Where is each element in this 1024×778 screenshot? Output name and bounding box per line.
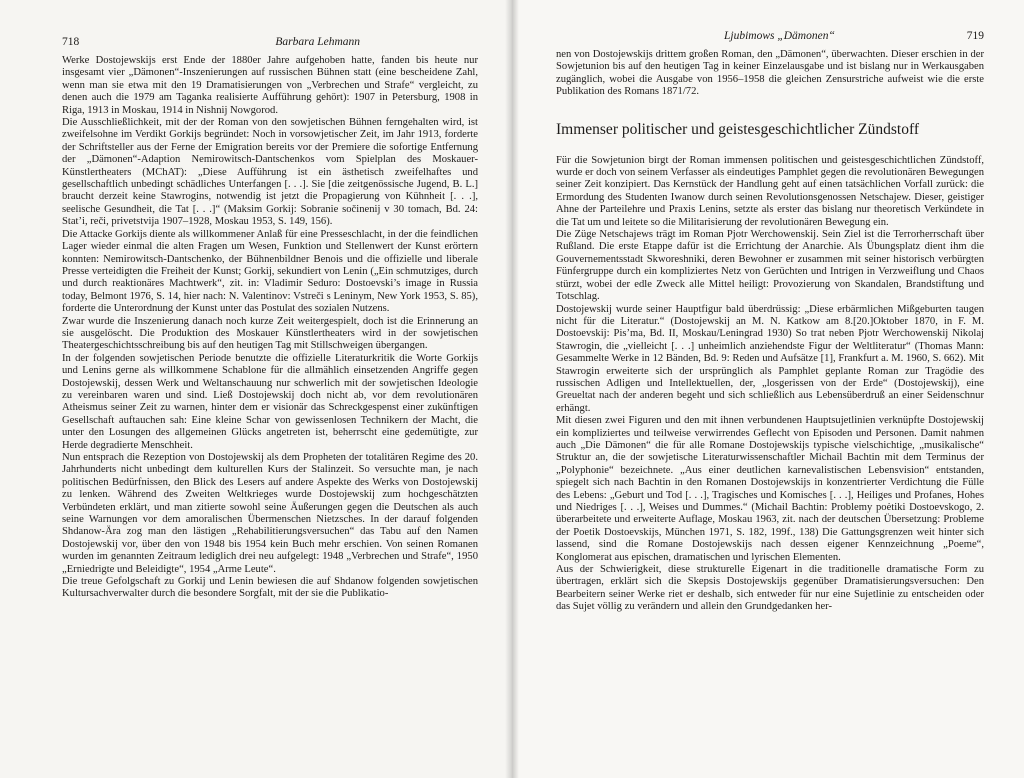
paragraph: Dostojewskij wurde seiner Hauptfigur bald überdrüssig: „Diese erbärmlichen Mißgeburten taugen nicht für die Literatur.“ (Dostojewskij an M. N. Katkow am 8.[20.]Oktober 1870, in F. M. Dostoevskij: Pis’ma, Bd. II, Moskau/Leningrad 1930) So trat neben Pjotr Werchowenskij Nikolaj Stawrogin, die „vielleicht [. . .] unheimlich anziehendste Figur der Weltliteratur“ (Thomas Mann: Gesammelte Werke in 12 Bänden, Bd. 9: Reden und Aufsätze [1], Frankfurt a. M. 1960, S. 662). Mit Stawrogin erweiterte sich der ursprünglich als Pamphlet geplante Roman zur Tragödie des russischen Adligen und Intellektuellen, der, „losgerissen von der Erde“ (Dostojewskij), eine Greueltat nach der anderen begeht und sich schließlich aus Lebensüberdruß an einer Seidenschnur erhängt. [556, 303, 984, 414]
paragraph: In der folgenden sowjetischen Periode benutzte die offizielle Literaturkritik die Worte Gorkijs und Lenins gerne als willkommene Schablone für die allmählich einsetzenden Angriffe gegen Dostojewskij, dessen Werk und Weltanschauung nur schwerlich mit der sowjetischen Ideologie zu vereinbaren waren und sind. Ließ Dostojewskij doch nicht ab, vor dem revolutionären Atheismus seiner Zeit zu warnen, hinter dem er visionär das Schreckgespenst einer zukünftigen Gesellschaft auftauchen sah: Eine kleine Schar von gewissenlosen Technikern der Macht, die unter den Losungen des allgemeinen Glücks angetreten ist, beherrscht eine gedemütigte, zur Herde degradierte Menschheit. [62, 352, 478, 451]
paragraph: Die Ausschließlichkeit, mit der der Roman von den sowjetischen Bühnen ferngehalten wird, ist zweifelsohne im Verdikt Gorkijs begründet: Noch in vorsowjetischer Zeit, im Jahr 1913, forderte der Schriftsteller aus der Ferne der Emigration bereits vor der Premiere die sofortige Entfernung der „Dämonen“-Adaption Nemirowitsch-Dantschenkos vom Spielplan des Moskauer-Künstlertheaters (MChAT): „Diese Aufführung ist ein ästhetisch zweifelhaftes und gesellschaftlich unbedingt schädliches Unterfangen [. . .]. Sie [die zeitgenössische Jugend, B. L.] braucht derzeit keine Stawrogins, notwendig ist jetzt die Propagierung von Kühnheit [. . .], seelische Gesundheit, die Tat [. . .]“ (Maksim Gorkij: Sobranie sočinenij v 30 tomach, Bd. 24: Stat’i, reči, privetstvija 1907–1928, Moskau 1953, S. 149, 156). [62, 117, 478, 228]
paragraph: Mit diesen zwei Figuren und den mit ihnen verbundenen Hauptsujetlinien verknüpfte Dostojewskij ein kompliziertes und teilweise verwirrendes Geflecht von Episoden und Personen. Damit nahmen auch „Die Dämonen“ die für alle Romane Dostojewskijs typische vielschichtige, „musikalische“ Struktur an, die der sowjetische Literaturwissenschaftler Michail Bachtin mit dem Terminus der „Polyphonie“ bezeichnete. „Aus einer deutlichen karnevalistischen Lebensvision“ entstanden, spiegelt sich nach Bachtin in den Romanen Dostojewskijs in konzentrierter Verdichtung die Fülle des Lebens: „Geburt und Tod [. . .], Tragisches und Komisches [. . .], Heiliges und Profanes, Hohes und Niedriges [. . .], Weises und Dummes.“ (Michail Bachtin: Problemy poėtiki Dostoevskogo, 2. überarbeitete und erweiterte Auflage, Moskau 1963, zit. nach der deutschen Übersetzung: Probleme der Poetik Dostoevskijs, München 1971, S. 182, 199f., 138) Die Gattungsgrenzen weit hinter sich lassend, sind die Romane Dostojewskijs nach dessen eigener Kennzeichnung „Poeme“, Konglomerat aus epischen, dramatischen und lyrischen Elementen. [556, 415, 984, 563]
section-heading: Immenser politischer und geistesgeschichtlicher Zündstoff [556, 120, 920, 138]
page-number-right: 719 [966, 30, 984, 42]
paragraph: Werke Dostojewskijs erst Ende der 1880er Jahre aufgehoben hatte, fanden bis heute nur insgesamt vier „Dämonen“-Inszenierungen auf russischen Bühnen statt (eine bescheidene Zahl, wenn man sie etwa mit den 19 Dramatisierungen von „Verbrechen und Strafe“ vergleicht, zu denen auch die 1979 am Taganka realisierte Aufführung gehört): 1907 in Petersburg, 1908 in Riga, 1913 in Moskau, 1914 in Nishnij Nowgorod. [62, 55, 478, 116]
paragraph: Zwar wurde die Inszenierung danach noch kurze Zeit weitergespielt, doch ist die Erinnerung an sie ausgelöscht. Die Produktion des Moskauer Künstlertheaters wird in der sowjetischen Theatergeschichtsschreibung bis auf den heutigen Tag mit Stillschweigen übergangen. [62, 315, 478, 352]
paragraph: Aus der Schwierigkeit, diese strukturelle Eigenart in die traditionelle dramatische Form zu übertragen, erklärt sich die Skepsis Dostojewskijs gegenüber Dramatisierungsversuchen: Den Bearbeitern seiner Werke riet er deshalb, sich entweder für nur eine Sujetlinie zu entscheiden oder das Sujet völlig zu verändern und allein den Grundgedanken her- [556, 564, 984, 613]
paragraph: Die Attacke Gorkijs diente als willkommener Anlaß für eine Presseschlacht, in der die feindlichen Lager wieder einmal die alten Fragen um Wesen, Funktion und Stellenwert der Kunst erörtern konnten: Nemirowitsch-Dantschenko, der Bühnenbildner Benois und die offizielle und liberale Presse verteidigten die Freiheit der Kunst; Gorkij, sekundiert von Lenin („Ein schmutziges, durch und durch reaktionäres Machtwerk“, zit. in: Vladimir Seduro: Dostoevski’s image in Russia today, Belmont 1976, S. 14, hier nach: N. Valentinov: Vstreči s Leninym, New York 1953, S. 85), forderte die Unterordnung der Kunst unter das Postulat des sozialen Nutzens. [62, 228, 478, 315]
paragraph: Nun entsprach die Rezeption von Dostojewskij als dem Propheten der totalitären Regime des 20. Jahrhunderts nicht unbedingt dem kulturellen Kurs der Stalinzeit. So versuchte man, je nach politischen Bedürfnissen, den Blick des Lesers auf andere Aspekte des Werks von Dostojewskij zu lenken. Während des Zweiten Weltkrieges wurde Dostojewskij zum hochgeschätzten Verbündeten erklärt, und man zitierte sowohl seine Äußerungen gegen die Deutschen als auch seine Warnungen vor dem amoralischen Übermenschen Nietzsches. In der darauf folgenden Shdanow-Ära zog man den lästigen „Rehabilitierungsversuchen“ das Tabu auf den Namen Dostojewskij vor, über den von 1948 bis 1954 kein Buch mehr erschien. Von seinen Romanen wurden im genannten Zeitraum lediglich drei neu aufgelegt: 1948 „Verbrechen und Strafe“, 1950 „Erniedrigte und Beleidigte“, 1954 „Arme Leute“. [62, 452, 478, 575]
paragraph: Die treue Gefolgschaft zu Gorkij und Lenin bewiesen die auf Shdanow folgenden sowjetischen Kultursachverwalter durch die besondere Sorgfalt, mit der sie die Publikatio- [62, 576, 478, 600]
right-page [512, 0, 1024, 778]
right-running-head [556, 30, 984, 44]
running-title-right: Ljubimows „Dämonen“ [724, 30, 835, 42]
paragraph: Für die Sowjetunion birgt der Roman immensen politischen und geistesgeschichtlichen Zündstoff, wurde er doch von seinem Verfasser als eindeutiges Pamphlet gegen die revolutionären Bewegungen seiner Zeit konzipiert. Das Kernstück der Handlung geht auf einen tatsächlichen Vorfall zurück: die Ermordung des Studenten Iwanow durch seinen Revolutionsgenossen Netschajew. Dieser, geistiger Ahne der Parteilehre und Praxis Lenins, setzte als erster das bislang nur theoretisch Verkündete in die Tat um und leitete so die Militarisierung der revolutionären Bewegung ein. [556, 154, 984, 228]
paragraph: Die Züge Netschajews trägt im Roman Pjotr Werchowenskij. Sein Ziel ist die Terrorherrschaft über Rußland. Die erste Etappe dafür ist die Errichtung der Anarchie. Als Übungsplatz dient ihm die Gouvernementsstadt Skworeshniki, deren Bewohner er zusammen mit seiner historisch verbürgten Fünfergruppe durch ein kompliziertes Netz von Gerüchten und Intrigen in Verzweiflung und Chaos stürzt, wobei der edle Zweck alle Mittel heiligt: Provozierung von Skandalen, Brandstiftung und Totschlag. [556, 229, 984, 303]
page-number-left: 718 [62, 36, 80, 48]
intro-paragraph: nen von Dostojewskijs drittem großen Roman, den „Dämonen“, überwachten. Dieser erschien in der Sowjetunion bis auf den heutigen Tag in keiner Einzelausgabe und ist bislang nur in Werkausgaben zugänglich, wobei die Ausgabe von 1956–1958 die gleichen Zensurstriche aufweist wie die erste Publikation des Romans 1871/72. [556, 49, 984, 98]
running-title-left: Barbara Lehmann [275, 36, 360, 48]
left-running-head [62, 36, 478, 50]
